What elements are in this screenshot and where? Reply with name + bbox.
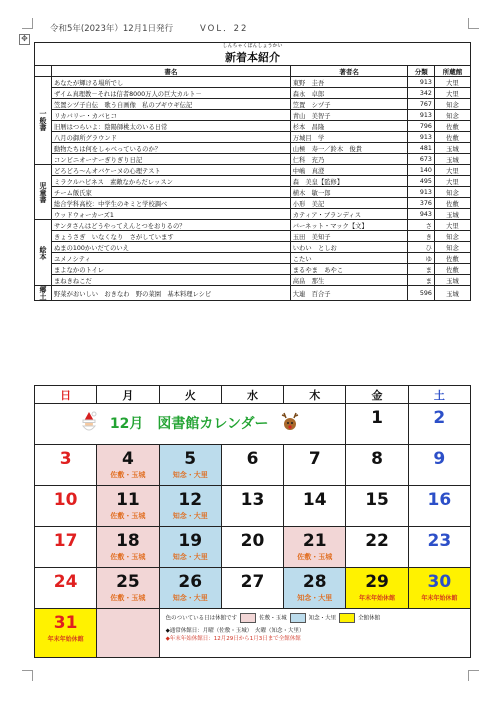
- col-category: [35, 66, 52, 77]
- day-number: 12: [178, 490, 203, 510]
- book-class: 342: [408, 88, 434, 99]
- calendar-day: [284, 445, 346, 486]
- calendar-day: [159, 445, 221, 486]
- day-number: 30: [427, 572, 452, 592]
- category-label: 郷土: [35, 286, 52, 301]
- book-row: [35, 253, 471, 264]
- calendar-day: [221, 445, 283, 486]
- book-author: 玉田 美知子: [290, 231, 408, 242]
- book-row: [35, 187, 471, 198]
- book-class: 596: [408, 286, 434, 301]
- book-location: 佐敷: [434, 253, 470, 264]
- calendar-day: [408, 568, 470, 609]
- book-row: [35, 121, 471, 132]
- calendar-day: [221, 568, 283, 609]
- book-location: 玉城: [434, 143, 470, 154]
- day-number: 5: [184, 449, 197, 469]
- book-title: コンビニオーナーぎりぎり日記: [52, 154, 291, 165]
- calendar-title: 12月 図書館カレンダー: [109, 416, 269, 432]
- calendar-day: [408, 404, 470, 445]
- day-number: 26: [178, 572, 203, 592]
- legend-swatch-pink: [240, 613, 256, 623]
- day-number: 16: [427, 490, 452, 510]
- book-title: きょうさぎ いなくなり さがしています: [52, 231, 291, 242]
- closure-tag: 佐敷・玉城: [110, 594, 146, 602]
- category-label: 児童書: [35, 165, 52, 220]
- closure-tag: 知念・大里: [297, 594, 333, 602]
- closure-tag: 知念・大里: [172, 553, 208, 561]
- book-author: 東野 圭吾: [290, 77, 408, 88]
- day-number: 25: [116, 572, 140, 592]
- day-number: 20: [240, 531, 265, 551]
- book-row: [35, 99, 471, 110]
- calendar-day: [159, 527, 221, 568]
- reindeer-icon: [280, 411, 300, 437]
- book-location: 玉城: [434, 209, 470, 220]
- closure-tag: 年末年始休館: [47, 636, 84, 643]
- book-row: [35, 275, 471, 286]
- day-number: 31: [53, 613, 78, 633]
- day-number: 13: [240, 490, 265, 510]
- book-location: 知念: [434, 110, 470, 121]
- book-class: 495: [408, 176, 434, 187]
- day-number: 27: [240, 572, 265, 592]
- weekday-header: 月: [97, 386, 159, 404]
- calendar-day: [35, 527, 97, 568]
- book-location: 大里: [434, 88, 470, 99]
- book-row: [35, 209, 471, 220]
- book-row: [35, 165, 471, 176]
- closure-tag: 佐敷・玉城: [297, 553, 333, 561]
- book-location: 大里: [434, 77, 470, 88]
- calendar-day: [346, 486, 408, 527]
- book-location: 玉城: [434, 154, 470, 165]
- col-class: 分類: [408, 66, 434, 77]
- calendar-day: [408, 486, 470, 527]
- day-number: 29: [365, 572, 389, 592]
- book-location: 知念: [434, 231, 470, 242]
- book-author: 仁科 充乃: [290, 154, 408, 165]
- book-class: き: [408, 231, 434, 242]
- book-title: サンタさんはどうやってえんとつをおりるの？: [52, 220, 291, 231]
- col-location: 所蔵館: [434, 66, 470, 77]
- book-title: ウッドウォーカーズ1: [52, 209, 291, 220]
- calendar-day: [35, 445, 97, 486]
- calendar-day: [408, 445, 470, 486]
- calendar-day: [346, 527, 408, 568]
- book-row: [35, 198, 471, 209]
- closure-tag: 佐敷・玉城: [110, 471, 146, 479]
- book-location: 大里: [434, 220, 470, 231]
- weekday-header: 火: [159, 386, 221, 404]
- book-row: [35, 154, 471, 165]
- book-author: 杉本 昌隆: [290, 121, 408, 132]
- weekday-header: 日: [35, 386, 97, 404]
- new-books-heading: [35, 43, 471, 66]
- calendar-week: [35, 527, 471, 568]
- book-location: 佐敷: [434, 132, 470, 143]
- day-number: 18: [116, 531, 140, 551]
- calendar-day: [35, 609, 97, 658]
- calendar-week: [35, 404, 471, 445]
- day-number: 14: [302, 490, 327, 510]
- book-author: こたい: [290, 253, 408, 264]
- new-books-table: [34, 42, 471, 301]
- book-title: チーム飯氏家: [52, 187, 291, 198]
- day-number: 7: [308, 449, 321, 469]
- book-class: 796: [408, 121, 434, 132]
- day-number: 15: [365, 490, 389, 510]
- book-author: 青山 美智子: [290, 110, 408, 121]
- book-title: 総合学科高校：中学生のキミと学校調べ: [52, 198, 291, 209]
- book-location: 大里: [434, 165, 470, 176]
- book-title: 笠置シヅ子自伝 歌う自画像 私のブギウギ伝記: [52, 99, 291, 110]
- book-title: ユメノシティ: [52, 253, 291, 264]
- calendar-day: [284, 527, 346, 568]
- book-row: [35, 77, 471, 88]
- closure-tag: 知念・大里: [172, 471, 208, 479]
- book-author: 中嶋 真澄: [290, 165, 408, 176]
- closure-tag: 年末年始休館: [421, 595, 458, 602]
- book-row: [35, 286, 471, 301]
- legend-note: ◆年末年始休館日：12月29日から1月3日まで全館休館: [165, 636, 301, 642]
- day-number: 22: [365, 531, 389, 551]
- book-class: 767: [408, 99, 434, 110]
- calendar-day: [97, 609, 159, 658]
- book-row: [35, 132, 471, 143]
- legend-intro: 色のついている日は休館です: [165, 615, 238, 622]
- book-title: ぬまの100かいだてのいえ: [52, 242, 291, 253]
- day-number: 28: [302, 572, 327, 592]
- day-number: 4: [122, 449, 134, 469]
- book-title: まよなかのトイレ: [52, 264, 291, 275]
- book-title: 野菜がおいしい おきなわ 野の菜園 基本料理レシピ: [52, 286, 291, 301]
- book-author: カティア・ブランディス: [290, 209, 408, 220]
- book-title: どろどろ～んオバケーヌの心理テスト: [52, 165, 291, 176]
- weekday-header: 金: [346, 386, 408, 404]
- book-class: さ: [408, 220, 434, 231]
- closure-tag: 佐敷・玉城: [110, 553, 146, 561]
- calendar-day: [159, 568, 221, 609]
- day-number: 1: [371, 408, 383, 428]
- calendar-day: [97, 486, 159, 527]
- heading-text: 新着本紹介: [225, 51, 280, 64]
- book-title: ミラクルハピネス 素敵なからだレッスン: [52, 176, 291, 187]
- book-title: リカバリー・カバヒコ: [52, 110, 291, 121]
- book-class: 943: [408, 209, 434, 220]
- book-author: いわい としお: [290, 242, 408, 253]
- legend-line: [166, 613, 464, 623]
- closure-tag: 知念・大里: [172, 594, 208, 602]
- book-title: 八月の御所グラウンド: [52, 132, 291, 143]
- calendar-day: [284, 486, 346, 527]
- book-location: 佐敷: [434, 121, 470, 132]
- weekday-header: 土: [408, 386, 470, 404]
- calendar-day: [159, 486, 221, 527]
- weekday-header: 木: [284, 386, 346, 404]
- closure-tag: 知念・大里: [172, 512, 208, 520]
- book-author: 高畠 那生: [290, 275, 408, 286]
- category-label: 一般書: [35, 77, 52, 165]
- book-location: 知念: [434, 99, 470, 110]
- weekday-header: 水: [221, 386, 283, 404]
- book-author: 万城目 学: [290, 132, 408, 143]
- book-row: [35, 220, 471, 231]
- calendar-week: [35, 609, 471, 658]
- legend-label-yellow: 全館休館: [358, 615, 381, 622]
- crop-mark: [468, 18, 479, 29]
- legend-swatch-yellow: [339, 613, 355, 623]
- library-calendar: [34, 385, 471, 658]
- crop-mark: [22, 670, 33, 681]
- book-author: 山極 寿一／鈴木 俊貴: [290, 143, 408, 154]
- calendar-day: [221, 527, 283, 568]
- legend-label-pink: 佐敷・玉城: [259, 615, 287, 622]
- day-number: 19: [178, 531, 203, 551]
- day-number: 10: [53, 490, 78, 510]
- book-class: 673: [408, 154, 434, 165]
- calendar-day: [346, 404, 408, 445]
- calendar-day: [35, 486, 97, 527]
- col-title: 書名: [52, 66, 291, 77]
- book-class: 376: [408, 198, 434, 209]
- calendar-day: [284, 568, 346, 609]
- crop-mark: [468, 670, 479, 681]
- book-location: 大里: [434, 176, 470, 187]
- day-number: 9: [433, 449, 446, 469]
- book-location: 知念: [434, 187, 470, 198]
- book-class: 913: [408, 77, 434, 88]
- legend: [159, 609, 470, 658]
- book-author: 横木 敏一郎: [290, 187, 408, 198]
- day-number: 8: [371, 449, 383, 469]
- book-title: 動物たちは何をしゃべっているのか？: [52, 143, 291, 154]
- day-number: 23: [427, 531, 452, 551]
- day-number: 11: [116, 490, 140, 510]
- book-class: ま: [408, 275, 434, 286]
- day-number: 6: [246, 449, 259, 469]
- calendar-day: [346, 568, 408, 609]
- calendar-day: [221, 486, 283, 527]
- book-row: [35, 88, 471, 99]
- book-row: [35, 231, 471, 242]
- calendar-day: [346, 445, 408, 486]
- santa-icon: [80, 411, 98, 437]
- calendar-week: [35, 445, 471, 486]
- book-title: ザイム真理教－それは信者8000万人の巨大カルト－: [52, 88, 291, 99]
- legend-note: ◆通常休館日：月曜（佐敷・玉城） 火曜（知念・大里）: [165, 628, 305, 634]
- category-label: 絵本: [35, 220, 52, 286]
- book-location: 知念: [434, 242, 470, 253]
- closure-tag: 年末年始休館: [359, 595, 396, 602]
- book-row: [35, 264, 471, 275]
- issue-date: 令和5年(2023年）12月1日発行: [50, 24, 174, 34]
- book-class: 913: [408, 132, 434, 143]
- book-title: まねきねこだ: [52, 275, 291, 286]
- day-number: 2: [433, 408, 446, 428]
- book-location: 佐敷: [434, 264, 470, 275]
- book-author: 大連 百合子: [290, 286, 408, 301]
- day-number: 3: [59, 449, 72, 469]
- book-author: 笠置 シヅ子: [290, 99, 408, 110]
- calendar-day: [97, 445, 159, 486]
- calendar-day: [35, 568, 97, 609]
- volume-number: VOL．22: [200, 24, 249, 34]
- book-location: 玉城: [434, 286, 470, 301]
- calendar-day: [97, 568, 159, 609]
- col-author: 著者名: [290, 66, 408, 77]
- weekday-row: [35, 386, 471, 404]
- book-location: 佐敷: [434, 198, 470, 209]
- book-author: 小形 美記: [290, 198, 408, 209]
- book-class: 913: [408, 187, 434, 198]
- book-title: あなたが輝ける場所でし: [52, 77, 291, 88]
- book-author: まるやま あやこ: [290, 264, 408, 275]
- calendar-week: [35, 486, 471, 527]
- calendar-title-cell: [35, 404, 346, 445]
- calendar-day: [408, 527, 470, 568]
- book-class: ま: [408, 264, 434, 275]
- book-class: 913: [408, 110, 434, 121]
- legend-label-blue: 知念・大里: [308, 615, 337, 622]
- book-location: 玉城: [434, 275, 470, 286]
- closure-tag: 佐敷・玉城: [110, 512, 146, 520]
- book-row: [35, 110, 471, 121]
- book-class: 481: [408, 143, 434, 154]
- book-author: 森 美皇【監修】: [290, 176, 408, 187]
- legend-swatch-blue: [290, 613, 306, 623]
- day-number: 17: [53, 531, 78, 551]
- day-number: 24: [53, 572, 78, 592]
- book-author: バーネット・マック【文】: [290, 220, 408, 231]
- book-row: [35, 242, 471, 253]
- book-author: 森永 卓郎: [290, 88, 408, 99]
- book-row: [35, 176, 471, 187]
- book-class: 140: [408, 165, 434, 176]
- crop-mark: [22, 18, 33, 29]
- calendar-day: [97, 527, 159, 568]
- book-class: ひ: [408, 242, 434, 253]
- book-title: 旧暦はつらいよ：陰陽師桃太のいる日常: [52, 121, 291, 132]
- heading-ruby: しんちゃくぼんしょうかい: [222, 43, 283, 49]
- day-number: 21: [302, 531, 327, 551]
- book-row: [35, 143, 471, 154]
- calendar-week: [35, 568, 471, 609]
- book-class: ゆ: [408, 253, 434, 264]
- table-move-handle-icon[interactable]: ✥: [19, 34, 30, 45]
